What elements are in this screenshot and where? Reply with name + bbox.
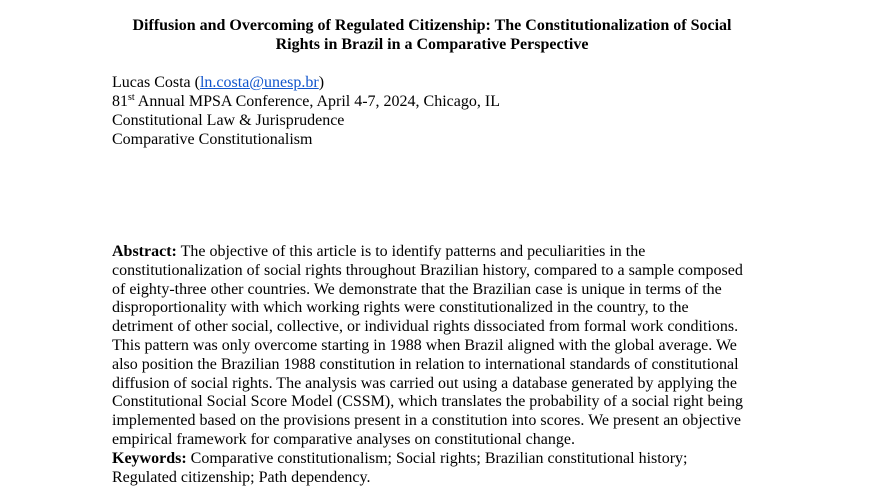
keywords-label: Keywords: (112, 449, 187, 467)
abstract-line: constitutionalization of social rights throughout Brazilian history, compared to a sample composed (112, 261, 743, 279)
paper-title (100, 16, 764, 54)
keywords-text: Comparative constitutionalism; Social rights; Brazilian constitutional history; (186, 449, 688, 467)
abstract-line: of eighty-three other countries. We demonstrate that the Brazilian case is unique in terms of the (112, 280, 722, 298)
panel-line: Comparative Constitutionalism (112, 131, 313, 148)
abstract-line: This pattern was only overcome starting in 1988 when Brazil aligned with the global average. We (112, 336, 737, 354)
title-line-2: Rights in Brazil in a Comparative Perspective (275, 36, 589, 53)
abstract-text: The objective of this article is to identify patterns and peculiarities in the (176, 243, 646, 260)
abstract-line: also position the Brazilian 1988 constitution in relation to international standards of constitutional (112, 355, 739, 373)
author-close-paren: ) (318, 74, 325, 91)
title-line-1: Diffusion and Overcoming of Regulated Citizenship: The Constitutionalization of Social (132, 17, 732, 34)
abstract-line (112, 243, 752, 262)
author-email-link[interactable]: ln.costa@unesp.br (199, 74, 319, 91)
abstract-line: empirical framework for comparative analyses on constitutional change. (112, 430, 575, 448)
conference-text: Annual MPSA Conference, April 4-7, 2024, Chicago, IL (134, 93, 500, 110)
abstract-line: Constitutional Social Score Model (CSSM), which translates the probability of a social right being (112, 393, 744, 411)
abstract-line: disproportionality with which working rights were constitutionalized in the country, to the (112, 299, 689, 317)
abstract-label: Abstract: (112, 243, 177, 260)
keywords-line-2: Regulated citizenship; Path dependency. (112, 468, 371, 486)
abstract-block (112, 243, 752, 487)
keywords-line (112, 450, 752, 469)
conference-ordinal: st (128, 92, 135, 103)
author-line (112, 73, 500, 92)
abstract-line: detriment of other social, collective, or individual rights dissociated from formal work conditions. (112, 318, 739, 336)
conference-number: 81 (112, 93, 128, 110)
abstract-line: diffusion of social rights. The analysis was carried out using a database generated by applying the (112, 374, 738, 392)
author-name: Lucas Costa ( (112, 74, 200, 91)
abstract-line: implemented based on the provisions present in a constitution into scores. We present an objective (112, 412, 741, 430)
section-line: Constitutional Law & Jurisprudence (112, 112, 345, 129)
conference-line (112, 92, 500, 111)
author-block (112, 73, 500, 149)
